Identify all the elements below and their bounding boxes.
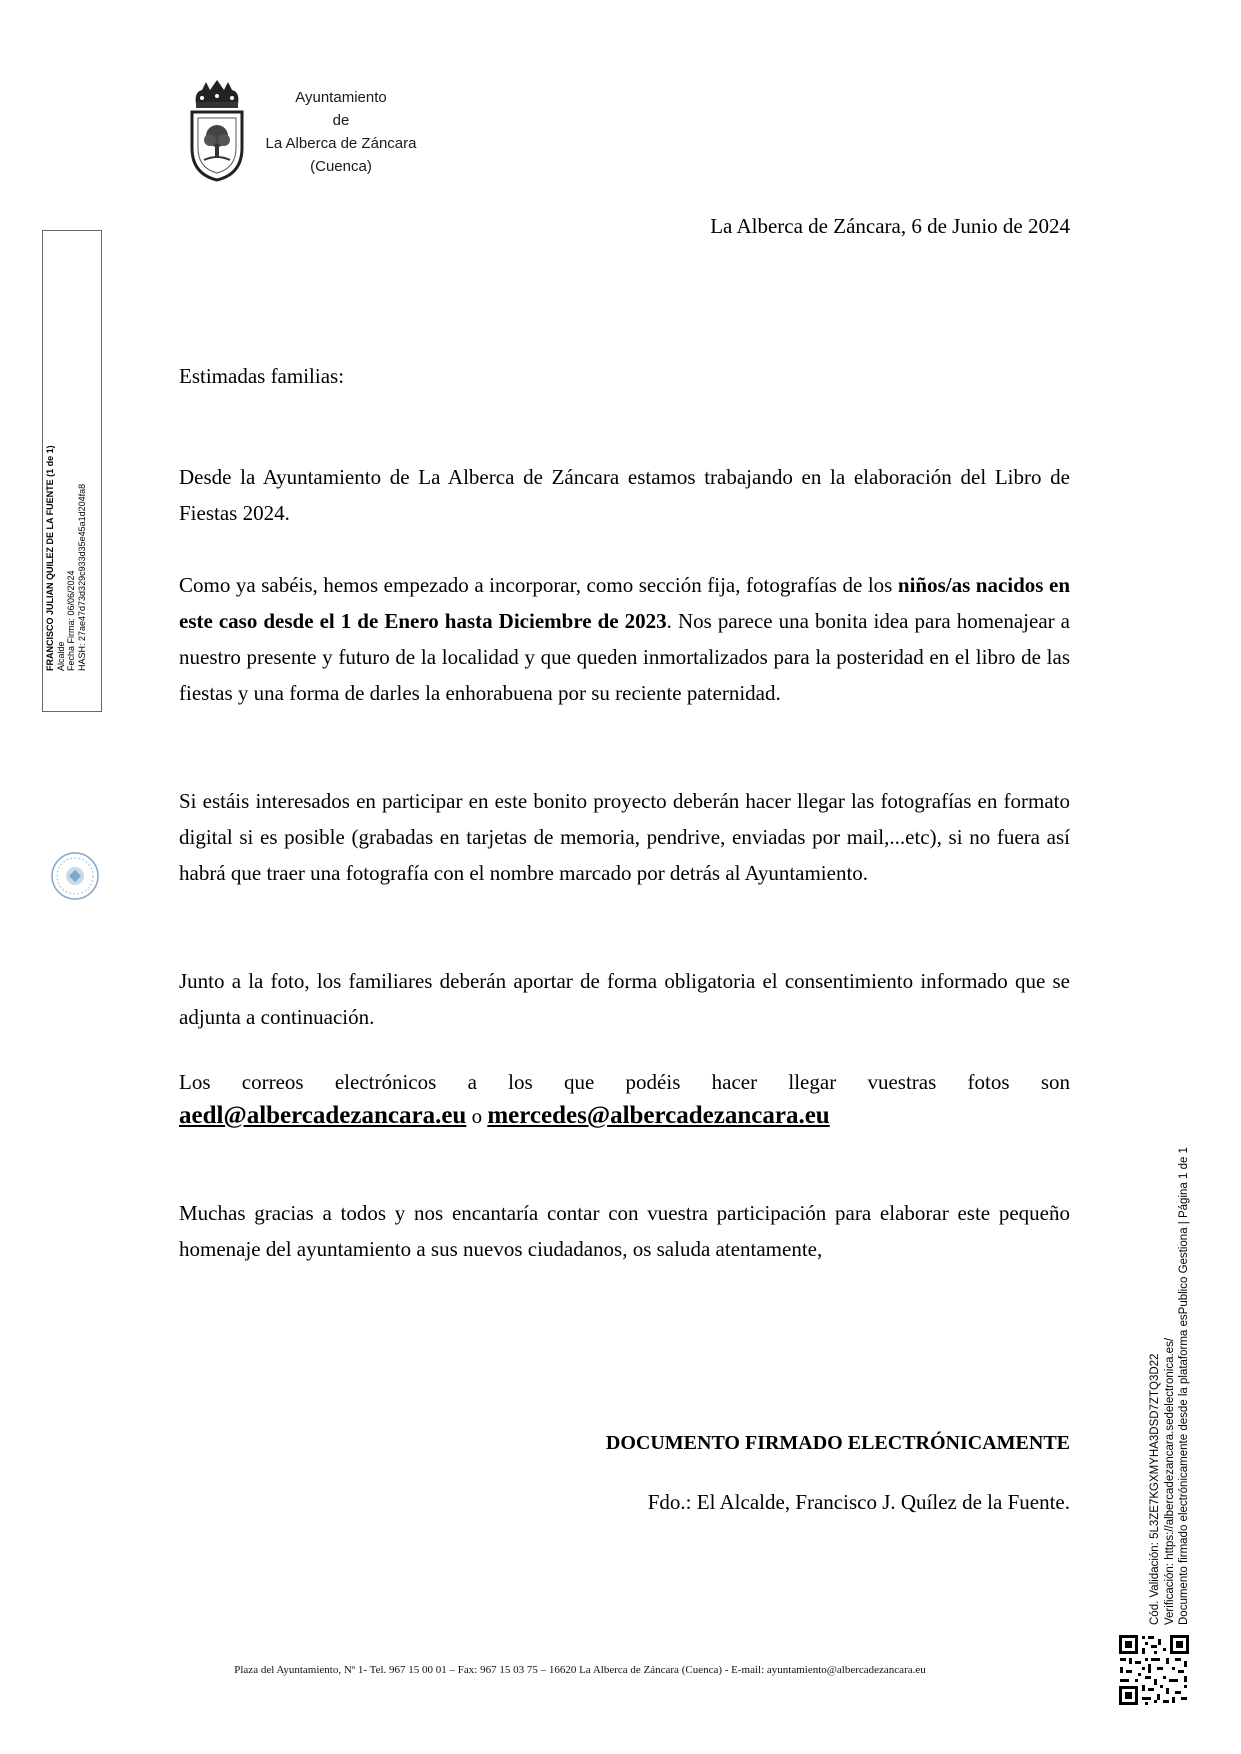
paragraph-text: Como ya sabéis, hemos empezado a incorporar, como sección fija, fotografías de los	[179, 573, 898, 597]
platform-note: Documento firmado electrónicamente desde la plataforma esPublico Gestiona | Página 1 de 1	[1178, 1147, 1190, 1625]
paragraph-instructions: Si estáis interesados en participar en este bonito proyecto deberán hacer llegar las fotografías en formato digital si es posible (grabadas en tarjetas de memoria, pendrive, enviadas por mail,...etc), si no fuera así habrá que traer una fotografía con el nombre marcado por detrás al Ayuntamiento.	[179, 789, 1070, 885]
email-link-mercedes[interactable]: mercedes@albercadezancara.eu	[487, 1102, 830, 1129]
signature-hash: HASH: 27ae47d73d329c933d35e45a1d204fa8	[76, 483, 87, 671]
paragraph-consent: Junto a la foto, los familiares deberán aportar de forma obligatoria el consentimiento informado que se adjunta a continuación.	[179, 969, 1070, 1029]
letterhead-line: (Cuenca)	[310, 158, 372, 175]
coat-of-arms-icon	[186, 78, 248, 182]
paragraph-bold-text: niños/as nacidos en este caso desde el 1 de Enero hasta Diciembre de 2023	[179, 573, 1071, 633]
signer-role: Alcalde	[55, 641, 66, 671]
letterhead-line: Ayuntamiento	[295, 89, 387, 106]
verification-url[interactable]: Verificación: https://albercadezancara.sedelectronica.es/	[1163, 1337, 1176, 1625]
signed-heading: DOCUMENTO FIRMADO ELECTRÓNICAMENTE	[605, 1432, 1070, 1454]
signature-stamp	[42, 230, 102, 712]
letterhead-line: de	[332, 112, 350, 129]
verification-strip	[1148, 1085, 1198, 1625]
signature-stamp-text	[45, 235, 101, 671]
email-link-aedl[interactable]: aedl@albercadezancara.eu	[179, 1102, 467, 1129]
seal-icon	[50, 851, 100, 901]
signature-date: Fecha Firma: 06/06/2024	[66, 570, 76, 671]
paragraph-intro: Desde la Ayuntamiento de La Alberca de Záncara estamos trabajando en la elaboración del Libro de Fiestas 2024.	[179, 465, 1070, 525]
paragraph-emails	[179, 1098, 1070, 1134]
paragraph-newborns	[179, 567, 1070, 711]
paragraph-text: . Nos parece una bonita idea para homenajear a nuestro presente y futuro de la localidad y que queden inmortalizados para la posteridad en el libro de las fiestas y una forma de darles la enhorabuena por su reciente paternidad.	[179, 609, 1070, 705]
letterhead	[256, 86, 426, 178]
paragraph-emails-intro: Los correos electrónicos a los que podéis hacer llegar vuestras fotos son	[179, 1070, 1070, 1094]
footer-contact: Plaza del Ayuntamiento, Nº 1- Tel. 967 15 00 01 – Fax: 967 15 03 75 – 16620 La Alberca de Záncara (Cuenca) - E-mail: ayuntamiento@albercadezancara.eu	[234, 1664, 926, 1676]
signature-line: Fdo.: El Alcalde, Francisco J. Quílez de la Fuente.	[647, 1490, 1070, 1514]
salutation: Estimadas familias:	[179, 364, 345, 388]
emails-conjunction: o	[471, 1104, 483, 1128]
date-line: La Alberca de Záncara, 6 de Junio de 2024	[710, 214, 1070, 238]
paragraph-closing: Muchas gracias a todos y nos encantaría contar con vuestra participación para elaborar este pequeño homenaje del ayuntamiento a sus nuevos ciudadanos, os saluda atentamente,	[179, 1201, 1070, 1261]
signer-name: FRANCISCO JULIAN QUILEZ DE LA FUENTE (1 de 1)	[45, 445, 55, 671]
validation-code: Cód. Validación: 5L3ZE7KGXMYHA3DSD7ZTQ3D22	[1149, 1353, 1161, 1625]
letterhead-line: La Alberca de Záncara	[265, 135, 417, 152]
qr-code-icon[interactable]	[1118, 1634, 1190, 1706]
